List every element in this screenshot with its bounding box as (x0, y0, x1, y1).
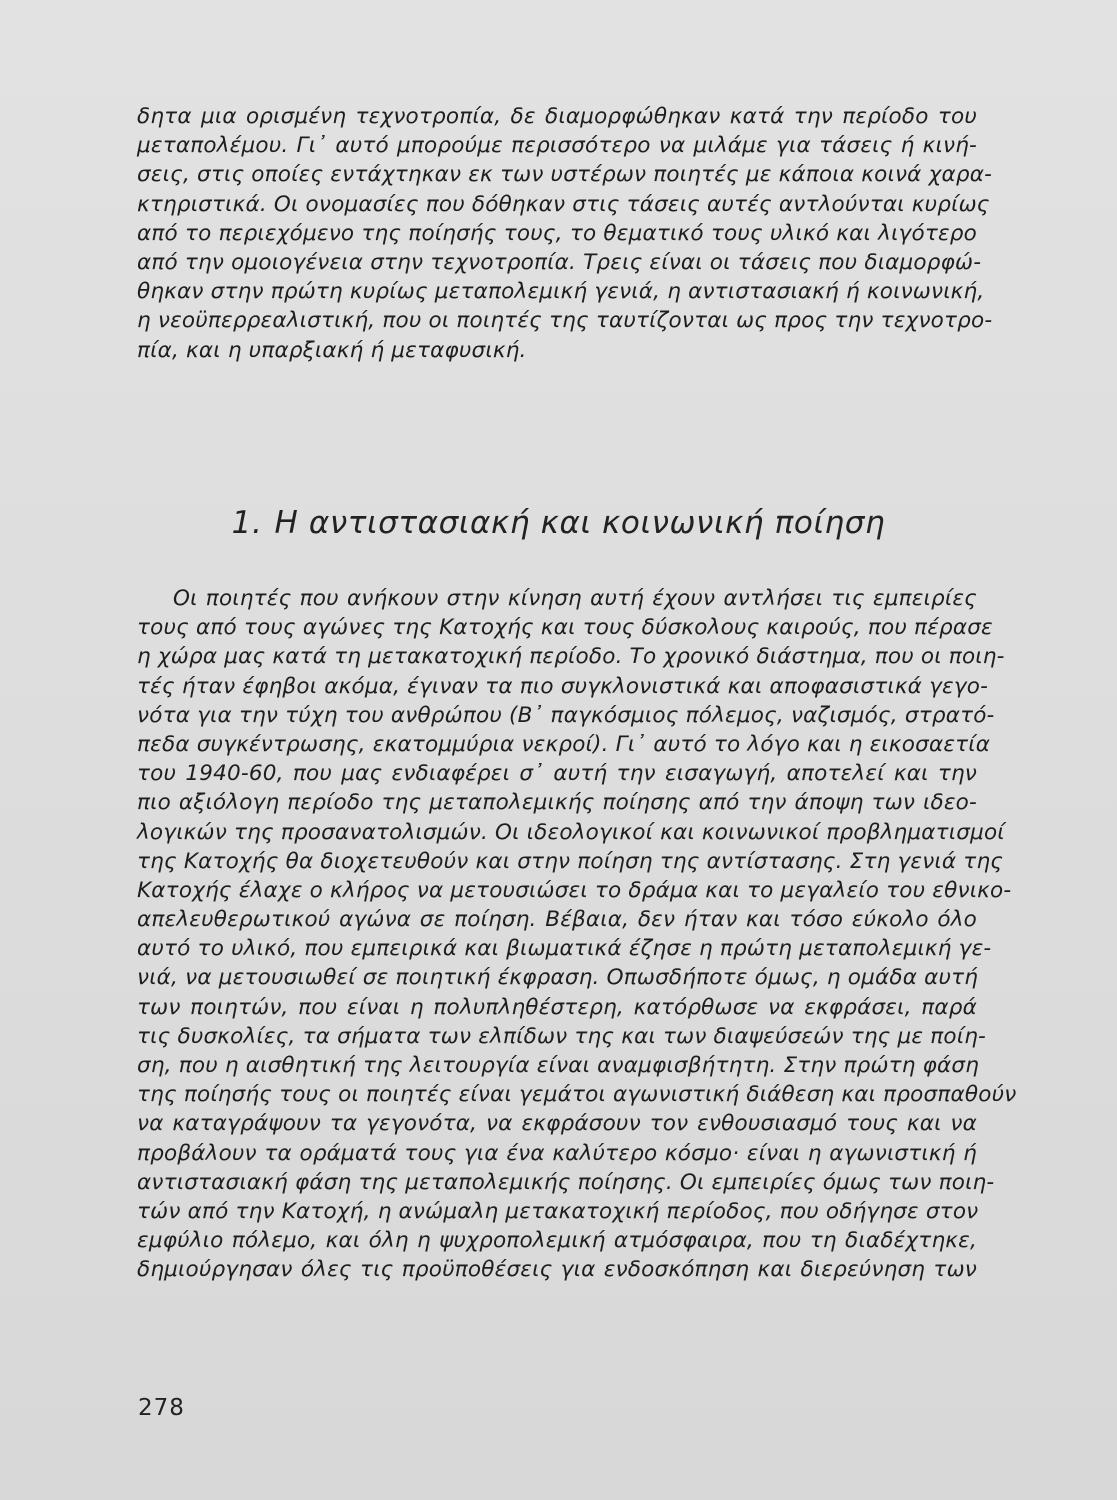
text-line: δητα μια ορισμένη τεχνοτροπία, δε διαμορφώθηκαν κατά την περίοδο του (137, 104, 977, 129)
text-line: να καταγράψουν τα γεγονότα, να εκφράσουν τον ενθουσιασμό τους και να (137, 1111, 977, 1137)
text-line: εμφύλιο πόλεμο, και όλη η ψυχροπολεμική ατμόσφαιρα, που τη διαδέχτηκε, (137, 1228, 977, 1254)
text-line: πία, και η υπαρξιακή ή μεταφυσική. (137, 337, 527, 363)
text-line: τους από τους αγώνες της Κατοχής και τους δύσκολους καιρούς, που πέρασε (137, 615, 993, 641)
text-line: της Κατοχής θα διοχετευθούν και στην ποίηση της αντίστασης. Στη γενιά της (137, 848, 1004, 874)
text-line: προβάλουν τα οράματά τους για ένα καλύτερο κόσμο· είναι η αγωνιστική ή (137, 1140, 977, 1166)
text-line: αντιστασιακή φάση της μεταπολεμικής ποίησης. Οι εμπειρίες όμως των ποιη- (137, 1169, 995, 1195)
text-line: η χώρα μας κατά τη μετακατοχική περίοδο. Το χρονικό διάστημα, που οι ποιη- (137, 644, 1005, 670)
text-line: τές ήταν έφηβοι ακόμα, έγιναν τα πιο συγκλονιστικά και αποφασιστικά γεγο- (137, 673, 989, 699)
text-line: νότα για την τύχη του ανθρώπου (Β᾽ παγκόσμιος πόλεμος, ναζισμός, στρατό- (137, 702, 995, 728)
text-line: των ποιητών, που είναι η πολυπληθέστερη, κατόρθωσε να εκφράσει, παρά (137, 994, 977, 1020)
section-title: Η αντιστασιακή και κοινωνική ποίηση (274, 505, 886, 541)
text-line: πιο αξιόλογη περίοδο της μεταπολεμικής ποίησης από την άποψη των ιδεο- (137, 790, 977, 816)
text-line: τών από την Κατοχή, η ανώμαλη μετακατοχική περίοδος, που οδήγησε στον (137, 1198, 979, 1224)
text-line: αυτό το υλικό, που εμπειρικά και βιωματικά έζησε η πρώτη μεταπολεμική γε- (137, 936, 992, 962)
text-line: ση, που η αισθητική της λειτουργία είναι αναμφισβήτητη. Στην πρώτη φάση (137, 1053, 980, 1078)
page-number: 278 (138, 1395, 185, 1421)
text-line: η νεοϋπερρεαλιστική, που οι ποιητές της ταυτίζονται ως προς την τεχνοτρο- (137, 308, 993, 334)
section-number: 1. (231, 505, 263, 541)
text-line: απελευθερωτικού αγώνα σε ποίηση. Βέβαια, δεν ήταν και τόσο εύκολο όλο (137, 907, 977, 933)
text-line: λογικών της προσανατολισμών. Οι ιδεολογικοί και κοινωνικοί προβληματισμοί (137, 819, 1005, 845)
text-line: δημιούργησαν όλες τις προϋποθέσεις για ενδοσκόπηση και διερεύνηση των (137, 1257, 977, 1283)
text-line: θηκαν στην πρώτη κυρίως μεταπολεμική γενιά, η αντιστασιακή ή κοινωνική, (137, 279, 985, 305)
text-line: μεταπολέμου. Γι᾽ αυτό μπορούμε περισσότερο να μιλάμε για τάσεις ή κινή- (137, 133, 977, 159)
text-line: Οι ποιητές που ανήκουν στην κίνηση αυτή έχουν αντλήσει τις εμπειρίες (173, 586, 977, 611)
text-line: του 1940-60, που μας ενδιαφέρει σ᾽ αυτή την εισαγωγή, αποτελεί και την (137, 761, 977, 787)
text-line: της ποίησής τους οι ποιητές είναι γεμάτοι αγωνιστική διάθεση και προσπαθούν (137, 1082, 1017, 1108)
text-line: Κατοχής έλαχε ο κλήρος να μετουσιώσει το δράμα και το μεγαλείο του εθνικο- (137, 877, 1012, 903)
section-heading (0, 505, 1117, 541)
text-line: σεις, στις οποίες εντάχτηκαν εκ των υστέρων ποιητές με κάποια κοινά χαρα- (137, 162, 993, 188)
text-line: κτηριστικά. Οι ονομασίες που δόθηκαν στις τάσεις αυτές αντλούνται κυρίως (137, 191, 990, 217)
intro-paragraph (137, 102, 993, 365)
text-line: τις δυσκολίες, τα σήματα των ελπίδων της και των διαψεύσεών της με ποίη- (137, 1023, 987, 1049)
text-line: πεδα συγκέντρωσης, εκατομμύρια νεκροί). Γι᾽ αυτό το λόγο και η εικοσαετία (137, 731, 991, 757)
text-line: από την ομοιογένεια στην τεχνοτροπία. Τρεις είναι οι τάσεις που διαμορφώ- (137, 249, 982, 275)
text-line: από το περιεχόμενο της ποίησής τους, το θεματικό τους υλικό και λιγότερο (137, 220, 977, 246)
text-line: νιά, να μετουσιωθεί σε ποιητική έκφραση. Οπωσδήποτε όμως, η ομάδα αυτή (137, 965, 979, 991)
section-body-paragraph (137, 584, 1017, 1285)
